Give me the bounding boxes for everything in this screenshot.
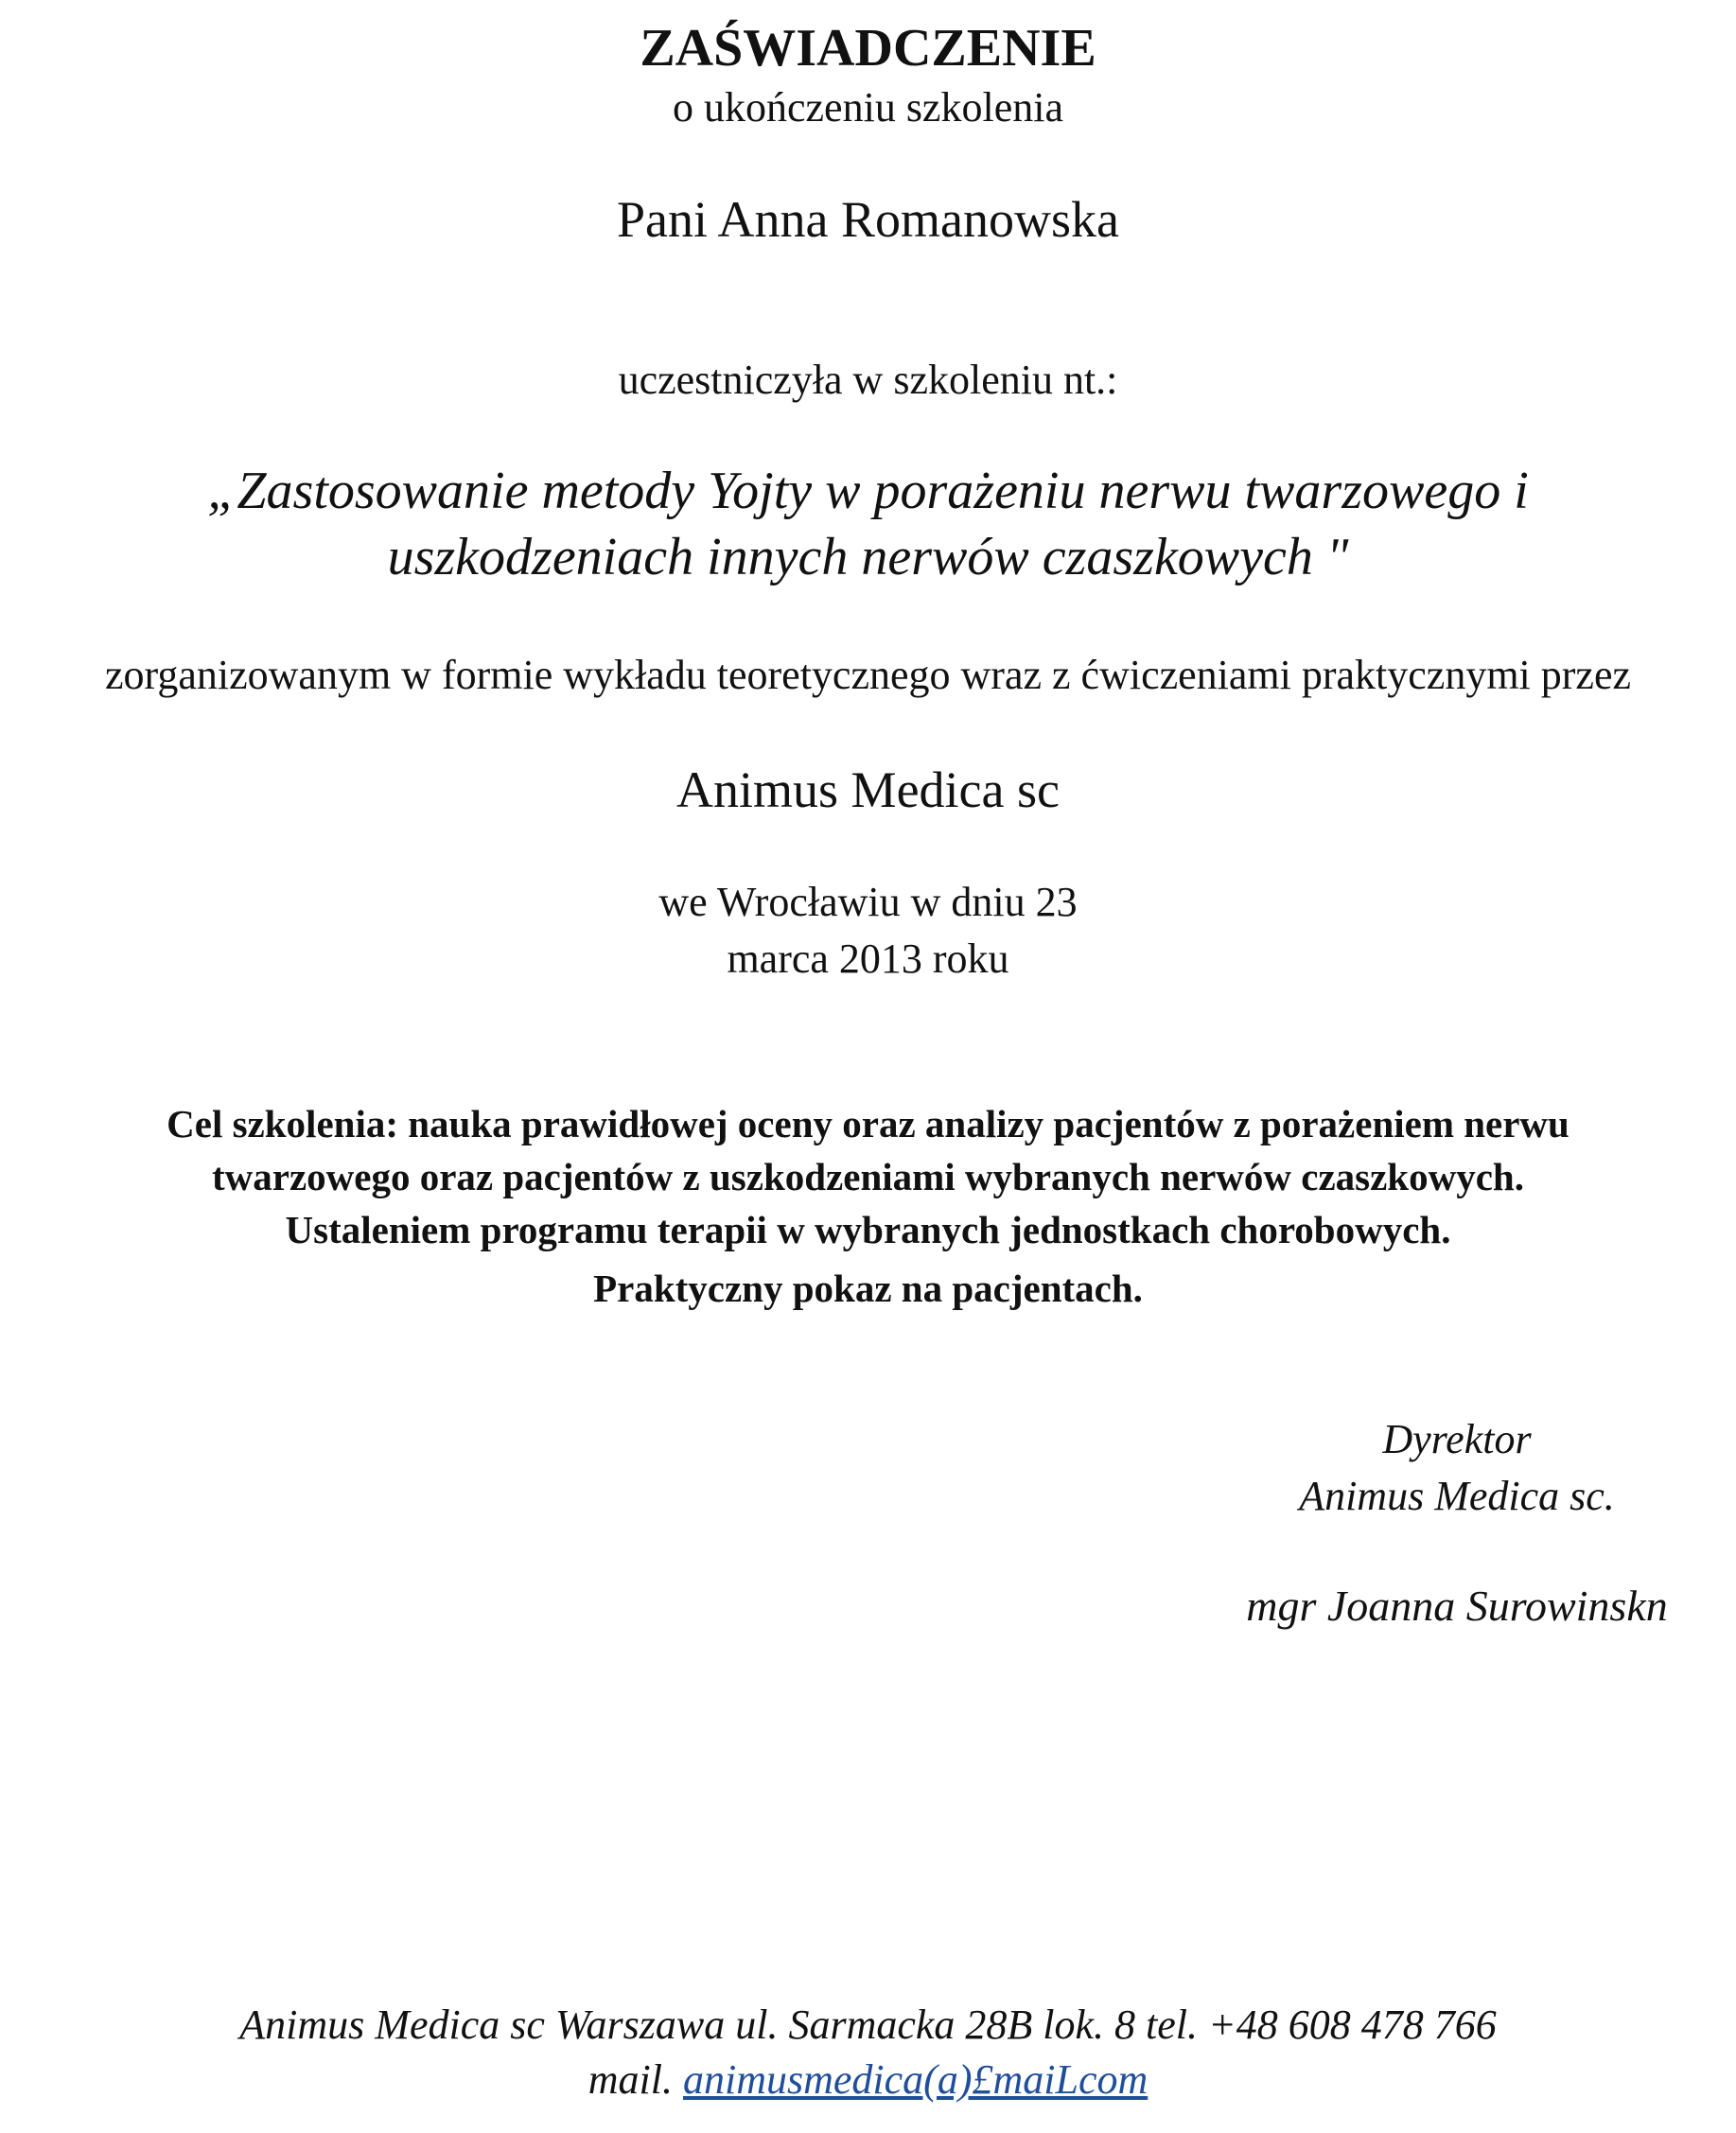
course-title-line-1: „Zastosowanie metody Yojty w porażeniu nerwu twarzowego i: [207, 462, 1529, 520]
place-date-line-1: we Wrocławiu w dniu 23: [658, 879, 1078, 925]
footer-address: Animus Medica sc Warszawa ul. Sarmacka 28B lok. 8 tel. +48 608 478 766: [239, 2002, 1497, 2048]
training-goal-line-3: Ustaleniem programu terapii w wybranych jednostkach chorobowych.: [285, 1208, 1451, 1251]
place-and-date: [0, 874, 1736, 988]
footer-email-link[interactable]: animusmedica(a)£maiLcom: [682, 2056, 1149, 2103]
certificate-subtitle: o ukończeniu szkolenia: [673, 84, 1063, 131]
course-title: [0, 458, 1736, 590]
training-goal: [0, 1097, 1736, 1256]
signature-name: mgr Joanna Surowinskn: [1246, 1582, 1668, 1630]
training-goal-line-1: Cel szkolenia: nauka prawidłowej oceny oraz analizy pacjentów z porażeniem nerwu: [167, 1102, 1569, 1145]
signature-company: Animus Medica sc.: [1299, 1473, 1615, 1519]
recipient-name: Pani Anna Romanowska: [617, 191, 1119, 248]
training-goal-line-2: twarzowego oraz pacjentów z uszkodzeniami wybranych nerwów czaszkowych.: [212, 1155, 1524, 1198]
footer-mail: [0, 2053, 1736, 2107]
place-date-line-2: marca 2013 roku: [727, 935, 1009, 982]
organizer-name: Animus Medica sc: [676, 761, 1060, 818]
certificate-title: ZAŚWIADCZENIE: [640, 19, 1096, 78]
footer-mail-label: mail.: [587, 2056, 673, 2103]
participation-text: uczestniczyła w szkoleniu nt.:: [618, 357, 1118, 403]
practical-demo: Praktyczny pokaz na pacjentach.: [593, 1267, 1143, 1310]
course-title-line-2: uszkodzeniach innych nerwów czaszkowych ": [387, 528, 1349, 586]
signature-role: Dyrektor: [1382, 1416, 1532, 1462]
footer: [0, 1998, 1736, 2107]
organized-text: zorganizowanym w formie wykładu teoretycznego wraz z ćwiczeniami praktycznymi przez: [104, 652, 1632, 698]
